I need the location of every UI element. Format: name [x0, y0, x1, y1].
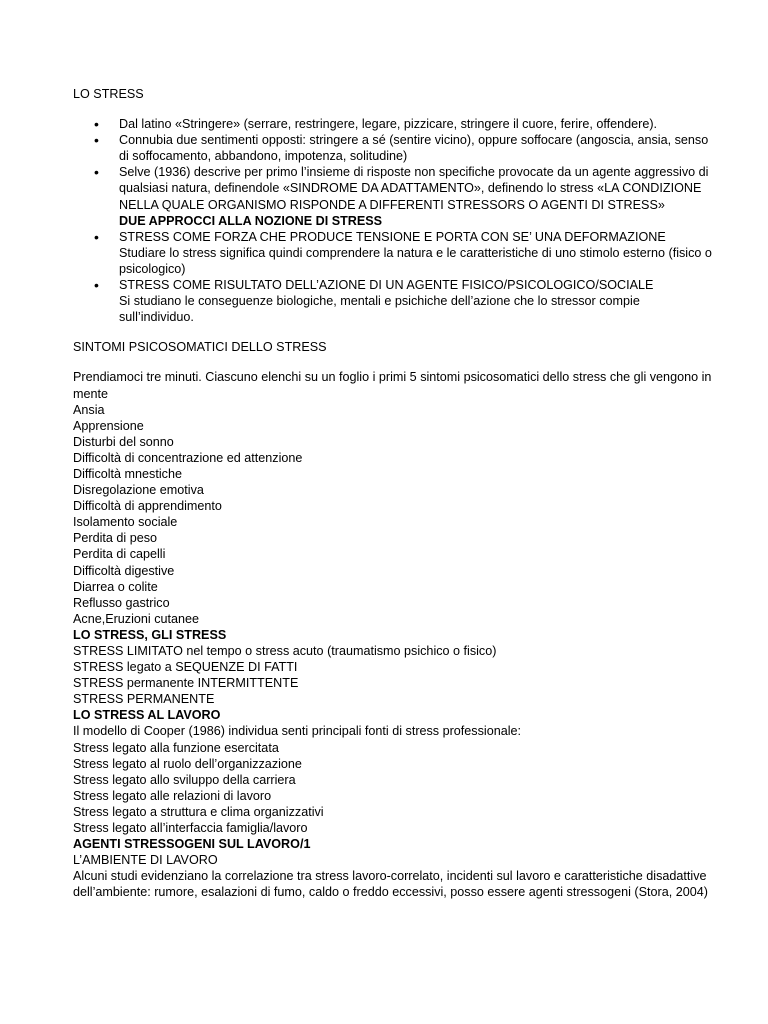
symptom-item: Acne,Eruzioni cutanee: [73, 611, 200, 626]
type-item: STRESS PERMANENTE: [73, 692, 215, 707]
symptom-item: Apprensione: [73, 418, 144, 433]
work-sources-list: [73, 740, 713, 837]
types-list: [73, 643, 713, 707]
work-source-item: Stress legato a struttura e clima organizzativi: [73, 804, 324, 819]
work-intro: Il modello di Cooper (1986) individua senti principali fonti di stress professionale:: [73, 724, 522, 739]
work-source-item: Stress legato allo sviluppo della carriera: [73, 772, 296, 787]
approach-2-text: Si studiano le conseguenze biologiche, mentali e psichiche dell’azione che lo stressor compie sull’individuo.: [119, 294, 640, 325]
bullet-item: • Connubia due sentimenti opposti: stringere a sé (sentire vicino), oppure soffocare (angoscia, ansia, senso di soffocamento, abbandono, impotenza, solitudine): [73, 132, 713, 164]
symptoms-heading: SINTOMI PSICOSOMATICI DELLO STRESS: [73, 340, 327, 355]
type-item: STRESS legato a SEQUENZE DI FATTI: [73, 660, 298, 675]
bullet-item: • Dal latino «Stringere» (serrare, restringere, legare, pizzicare, stringere il cuore, ferire, offendere).: [73, 116, 713, 132]
approaches-heading: DUE APPROCCI ALLA NOZIONE DI STRESS: [119, 213, 383, 228]
symptoms-intro: Prendiamoci tre minuti. Ciascuno elenchi su un foglio i primi 5 sintomi psicosomatici dello stress che gli vengono in mente: [73, 370, 712, 401]
approach-list-2: [73, 277, 713, 293]
types-heading: LO STRESS, GLI STRESS: [73, 627, 227, 642]
agents-heading: AGENTI STRESSOGENI SUL LAVORO/1: [73, 837, 311, 852]
approach-2-title: • STRESS COME RISULTATO DELL’AZIONE DI UN AGENTE FISICO/PSICOLOGICO/SOCIALE: [73, 277, 713, 293]
symptom-item: Perdita di peso: [73, 531, 158, 546]
symptom-item: Ansia: [73, 402, 105, 417]
environment-heading: L’AMBIENTE DI LAVORO: [73, 853, 218, 868]
work-source-item: Stress legato all’interfaccia famiglia/lavoro: [73, 821, 308, 836]
document-title: LO STRESS: [73, 87, 144, 101]
symptom-item: Difficoltà di apprendimento: [73, 499, 222, 514]
symptom-item: Perdita di capelli: [73, 547, 166, 562]
symptom-item: Disturbi del sonno: [73, 434, 174, 449]
symptom-item: Isolamento sociale: [73, 515, 178, 530]
approach-list-1: [73, 229, 713, 245]
type-item: STRESS permanente INTERMITTENTE: [73, 676, 299, 691]
symptom-item: Difficoltà digestive: [73, 563, 175, 578]
symptom-item: Difficoltà mnestiche: [73, 466, 182, 481]
work-heading: LO STRESS AL LAVORO: [73, 708, 221, 723]
environment-text: Alcuni studi evidenziano la correlazione tra stress lavoro-correlato, incidenti sul lavoro e caratteristiche disadattive dell’ambiente: rumore, esalazioni di fumo, caldo o freddo eccessivi, posso essere agenti stressogeni (Stora, 2004): [73, 869, 708, 900]
symptoms-list: [73, 402, 713, 627]
symptom-item: Diarrea o colite: [73, 579, 158, 594]
work-source-item: Stress legato alle relazioni di lavoro: [73, 788, 272, 803]
work-source-item: Stress legato alla funzione esercitata: [73, 740, 279, 755]
document-body: [73, 86, 713, 901]
type-item: STRESS LIMITATO nel tempo o stress acuto (traumatismo psichico o fisico): [73, 644, 497, 658]
symptom-item: Reflusso gastrico: [73, 595, 170, 610]
work-source-item: Stress legato al ruolo dell’organizzazione: [73, 756, 302, 771]
approach-1-title: • STRESS COME FORZA CHE PRODUCE TENSIONE E PORTA CON SE’ UNA DEFORMAZIONE: [73, 229, 713, 245]
symptom-item: Disregolazione emotiva: [73, 483, 204, 498]
symptom-item: Difficoltà di concentrazione ed attenzione: [73, 450, 303, 465]
intro-bullet-list: [73, 116, 713, 213]
bullet-item: • Selve (1936) descrive per primo l’insieme di risposte non specifiche provocate da un agente aggressivo di qualsiasi natura, definendole «SINDROME DA ADATTAMENTO», definendo lo stress «LA CONDIZIONE NELLA QUALE ORGANISMO RISPONDE A DIFFERENTI STRESSORS O AGENTI DI STRESS»: [73, 164, 713, 212]
approach-1-text: Studiare lo stress significa quindi comprendere la natura e le caratteristiche di uno stimolo esterno (fisico o psicologico): [119, 245, 712, 276]
